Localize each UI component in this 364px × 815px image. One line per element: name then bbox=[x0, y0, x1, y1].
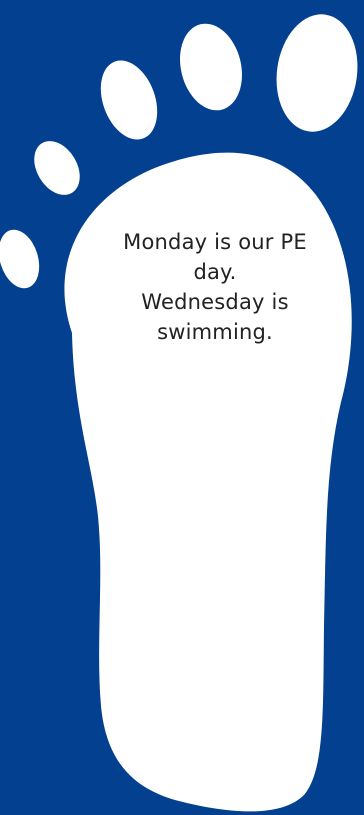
swimming-day-text: Wednesday is swimming. bbox=[141, 290, 289, 344]
schedule-message bbox=[105, 227, 325, 347]
pe-day-text: Monday is our PE day. bbox=[123, 230, 307, 284]
